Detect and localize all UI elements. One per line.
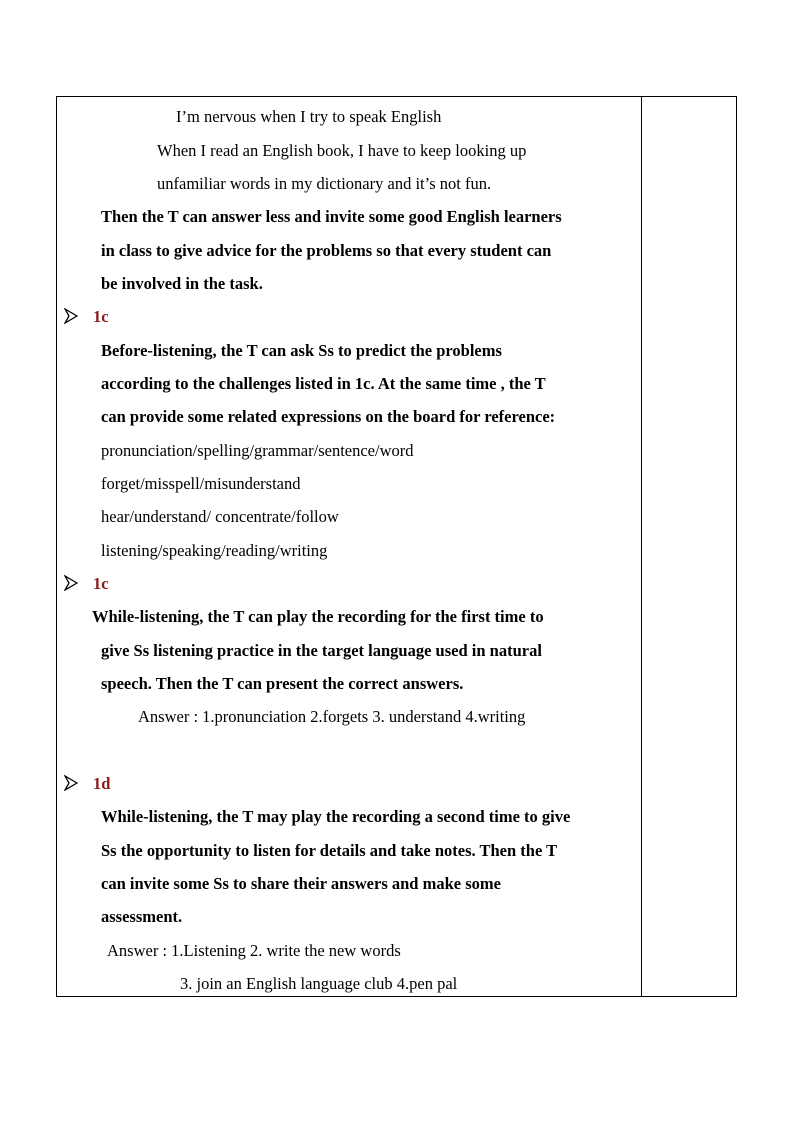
instruction-line-2: in class to give advice for the problems so that every student can: [101, 241, 552, 260]
second-listening-line-3: can invite some Ss to share their answers and make some: [101, 874, 501, 893]
before-listening-line-1: Before-listening, the T can ask Ss to predict the problems: [101, 341, 502, 360]
second-listening-line-1: While-listening, the T may play the recording a second time to give: [101, 807, 571, 826]
while-listening-line-2: give Ss listening practice in the target language used in natural: [101, 641, 542, 660]
example-line-3: unfamiliar words in my dictionary and it’s not fun.: [157, 174, 492, 193]
arrowhead-bullet-icon: [64, 575, 78, 591]
before-listening-line-2: according to the challenges listed in 1c. At the same time , the T: [101, 374, 546, 393]
section-heading-1d: 1d: [93, 774, 111, 793]
answer-line-1c: Answer : 1.pronunciation 2.forgets 3. understand 4.writing: [138, 707, 526, 726]
answer-line-1d-2: 3. join an English language club 4.pen pal: [180, 974, 458, 993]
arrowhead-bullet-icon: [64, 308, 78, 324]
example-line-1: I’m nervous when I try to speak English: [176, 107, 442, 126]
instruction-line-1: Then the T can answer less and invite some good English learners: [101, 207, 562, 226]
arrowhead-bullet-icon: [64, 775, 78, 791]
while-listening-line-3: speech. Then the T can present the correct answers.: [101, 674, 464, 693]
answer-line-1d-1: Answer : 1.Listening 2. write the new words: [107, 941, 401, 960]
expression-line-3: hear/understand/ concentrate/follow: [101, 507, 339, 526]
second-listening-line-2: Ss the opportunity to listen for details and take notes. Then the T: [101, 841, 558, 860]
before-listening-line-3: can provide some related expressions on the board for reference:: [101, 407, 556, 426]
expression-line-1: pronunciation/spelling/grammar/sentence/word: [101, 441, 414, 460]
expression-line-4: listening/speaking/reading/writing: [101, 541, 328, 560]
instruction-line-3: be involved in the task.: [101, 274, 263, 293]
while-listening-line-1: While-listening, the T can play the recording for the first time to: [92, 607, 544, 626]
section-heading-1c: 1c: [93, 307, 109, 326]
section-heading-1c-second: 1c: [93, 574, 109, 593]
expression-line-2: forget/misspell/misunderstand: [101, 474, 301, 493]
example-line-2: When I read an English book, I have to keep looking up: [157, 141, 527, 160]
second-listening-line-4: assessment.: [101, 907, 183, 926]
table-column-divider: [641, 96, 642, 997]
